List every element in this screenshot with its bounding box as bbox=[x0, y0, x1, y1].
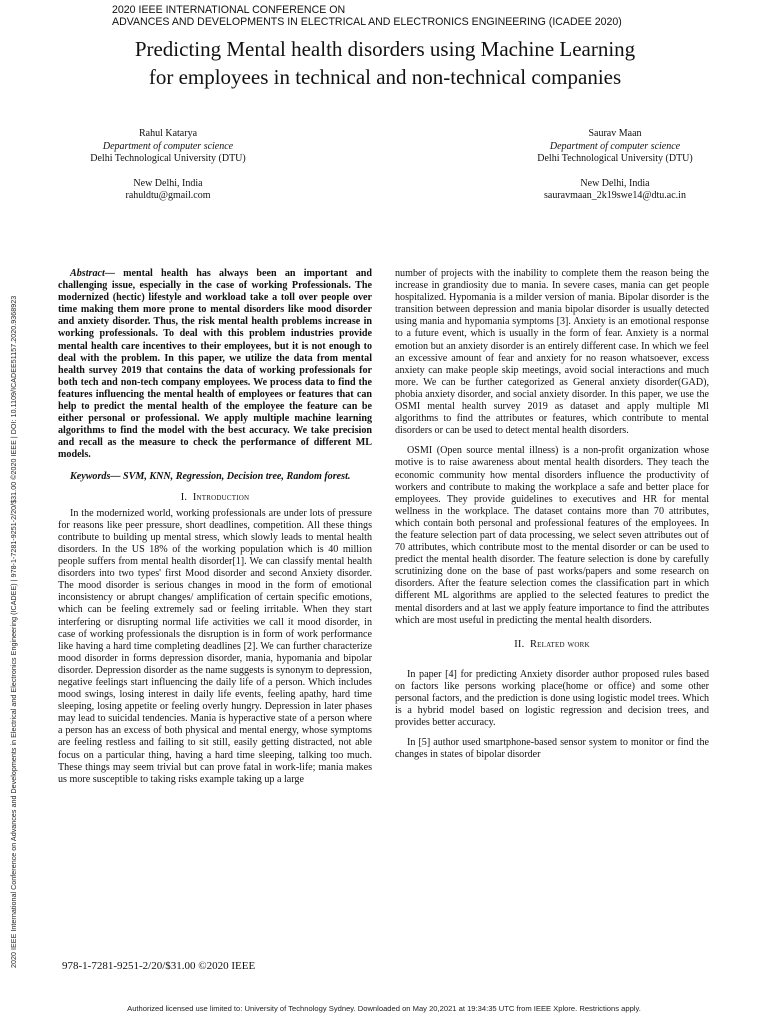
left-column bbox=[58, 268, 372, 786]
right-column bbox=[395, 268, 709, 761]
author-name: Saurav Maan bbox=[588, 128, 642, 139]
abstract-text: — mental health has always been an important and challenging issue, especially in the case of working Professionals. The modernized (hectic) lifestyle and workload take a toll over people over time making them more prone to mental disorders like mood disorder and anxiety disorder. Thus, the risk mental health problems increase in working professionals. To deal with this problem industries provide mental health care incentives to their employees, but it is not enough to deal with the problem. In this paper, we utilize the data from mental health survey 2019 that contains the data of working professionals for both tech and non-tech company employees. We process data to find the features influencing the mental health of employees or features that can help to predict the mental health of the employee the feature can be either personal or professional. We apply multiple machine learning algorithms to find the model with the best accuracy. We take precision and recall as the measure to check the performance of different ML models. bbox=[58, 268, 372, 461]
intro-paragraph: In the modernized world, working professionals are under lots of pressure for reasons like peer pressure, short deadlines, competition. All these things contribute to building up mental stress, which slowly leads to mental health disorders. In the US 18% of the working population which is 40 million people suffers from mental health disorder[1]. We can classify mental health disorders into two types' first Mood disorder and second Anxiety disorder. The mood disorder is serious changes in mood in the form of emotional inconsistency or abrupt changes/ amplification of certain specific emotions, which can be feeling extremely sad or feeling irritable. When they start interfering or disrupting normal life activities we call it mood disorder, in case of working professionals the disruption is in form of work performance like having a hard time completing deadlines [2]. We can further characterize mood disorder in forms depression disorder, mania, hypomania and bipolar disorder. Depression disorder as the name suggests is synonym to depression, negative feelings start influencing the daily life of a person. Which includes mood swings, losing interest in daily life events, feeling apathy, hard time sleeping, losing appetite or feeling overly hungry. Depression in later phases may lead to suicidal tendencies. Mania is hyperactive state of a person where a person has an excess of both physical and mental energy, whose symptoms are feeling restless and failing to sit still, easily getting distracted, not able focus on a particular thing, having a hard time sleeping, talking too much. These things may seem trivial but can prove fatal in work-life; mania makes us more susceptible to taking risks example taking up a large bbox=[58, 507, 372, 785]
author-block-1 bbox=[68, 128, 268, 203]
author-city: New Delhi, India bbox=[133, 177, 203, 189]
author-dept: Department of computer science bbox=[549, 140, 681, 152]
author-block-2 bbox=[510, 128, 720, 203]
intro-continuation: number of projects with the inability to complete them the reason being the increase in grandiosity due to mania. In severe cases, mania can get people hospitalized. Hypomania is a milder version of mania. Bipolar disorder is the transition between depression and mania bipolar disorder is usually detected using mania and hypomania symptoms [3]. Anxiety is an emotional response to a future event, which is usually in the form of fear. Anxiety is a normal emotion but an anxiety disorder is an entirely different case. In which we feel an excessive amount of fear and anxiety for no reason whatsoever, excess anxiety can make people skip meetings, avoid social interactions and much more. We can be further categorized as General anxiety disorder(GAD), phobia anxiety disorder, and social anxiety disorder. In this paper, we use the OSMI mental health survey 2019 as dataset and apply multiple Ml algorithms to find the attributes or features, which contribute to mental disorders or can be used to detect mental health disorders. bbox=[395, 268, 709, 437]
copyright-footer: 978-1-7281-9251-2/20/$31.00 ©2020 IEEE bbox=[62, 960, 256, 972]
conference-line-2: ADVANCES AND DEVELOPMENTS IN ELECTRICAL AND ELECTRONICS ENGINEERING (ICADEE 2020) bbox=[112, 16, 622, 28]
doi-sidebar bbox=[8, 128, 24, 968]
related-paragraph-1: In paper [4] for predicting Anxiety disorder author proposed rules based on factors like persons working place(home or office) and some other personal factors, and the prediction is done using logistic model trees. Which is a hybrid model based on logistic regression and decision trees, and provides better accuracy. bbox=[395, 668, 709, 729]
license-notice: Authorized licensed use limited to: University of Technology Sydney. Downloaded on May 20,2021 at 19:34:35 UTC from IEEE Xplore. Restrictions apply. bbox=[127, 1004, 641, 1013]
author-org: Delhi Technological University (DTU) bbox=[90, 153, 246, 164]
author-email[interactable]: rahuldtu@gmail.com bbox=[125, 190, 211, 201]
author-city: New Delhi, India bbox=[580, 177, 650, 189]
osmi-paragraph: OSMI (Open source mental illness) is a non-profit organization whose motive is to raise awareness about mental health disorders. They teach the economic community how mental disorders influence the productivity of workers and contribute to making the workplace a safe and better place for employees. They provide guidelines to executives and HR for mental wellness in the workplace. The dataset contains more than 70 attributes, which contain both personal and professional features of the employees. In the feature selection part of data processing, we select seven attributes out of 70 attributes, which contribute most to the mental disorder or can be used to predict the mental health disorder. The feature selection is done by carefully scrutinizing done on the base of past works/papers and some research on disorders. After the feature selection comes the classification part in which different ML algorithms are applied to the selected features to predict the mental disorders and at last we apply feature importance to find the attributes which are most useful in predicting the mental health disorders. bbox=[395, 445, 709, 626]
author-name: Rahul Katarya bbox=[138, 128, 198, 139]
paper-title bbox=[40, 35, 730, 91]
title-line-1: Predicting Mental health disorders using Machine Learning bbox=[134, 37, 636, 61]
abstract-label: Abstract bbox=[70, 268, 105, 279]
keywords: Keywords— SVM, KNN, Regression, Decision tree, Random forest. bbox=[70, 470, 351, 482]
title-line-2: for employees in technical and non-technical companies bbox=[148, 65, 622, 89]
doi-sidebar-text: 2020 IEEE International Conference on Advances and Developments in Electrical and Electronics Engineering (ICADEE) | 978-1-7281-9251-2/20/$31.00 ©2020 IEEE | DOI: 10.1109/ICADEE51157.2020.9368923 bbox=[10, 295, 18, 968]
author-dept: Department of computer science bbox=[102, 140, 234, 152]
section-heading-introduction: I. Introduction bbox=[180, 491, 250, 503]
section-heading-related-work: II. Related work bbox=[514, 638, 590, 650]
author-email[interactable]: sauravmaan_2k19swe14@dtu.ac.in bbox=[544, 190, 686, 201]
author-org: Delhi Technological University (DTU) bbox=[537, 153, 693, 164]
conference-line-1: 2020 IEEE INTERNATIONAL CONFERENCE ON bbox=[112, 4, 346, 16]
conference-header bbox=[112, 4, 712, 28]
abstract bbox=[58, 268, 372, 462]
related-paragraph-2: In [5] author used smartphone-based sensor system to monitor or find the changes in states of bipolar disorder bbox=[395, 737, 709, 761]
